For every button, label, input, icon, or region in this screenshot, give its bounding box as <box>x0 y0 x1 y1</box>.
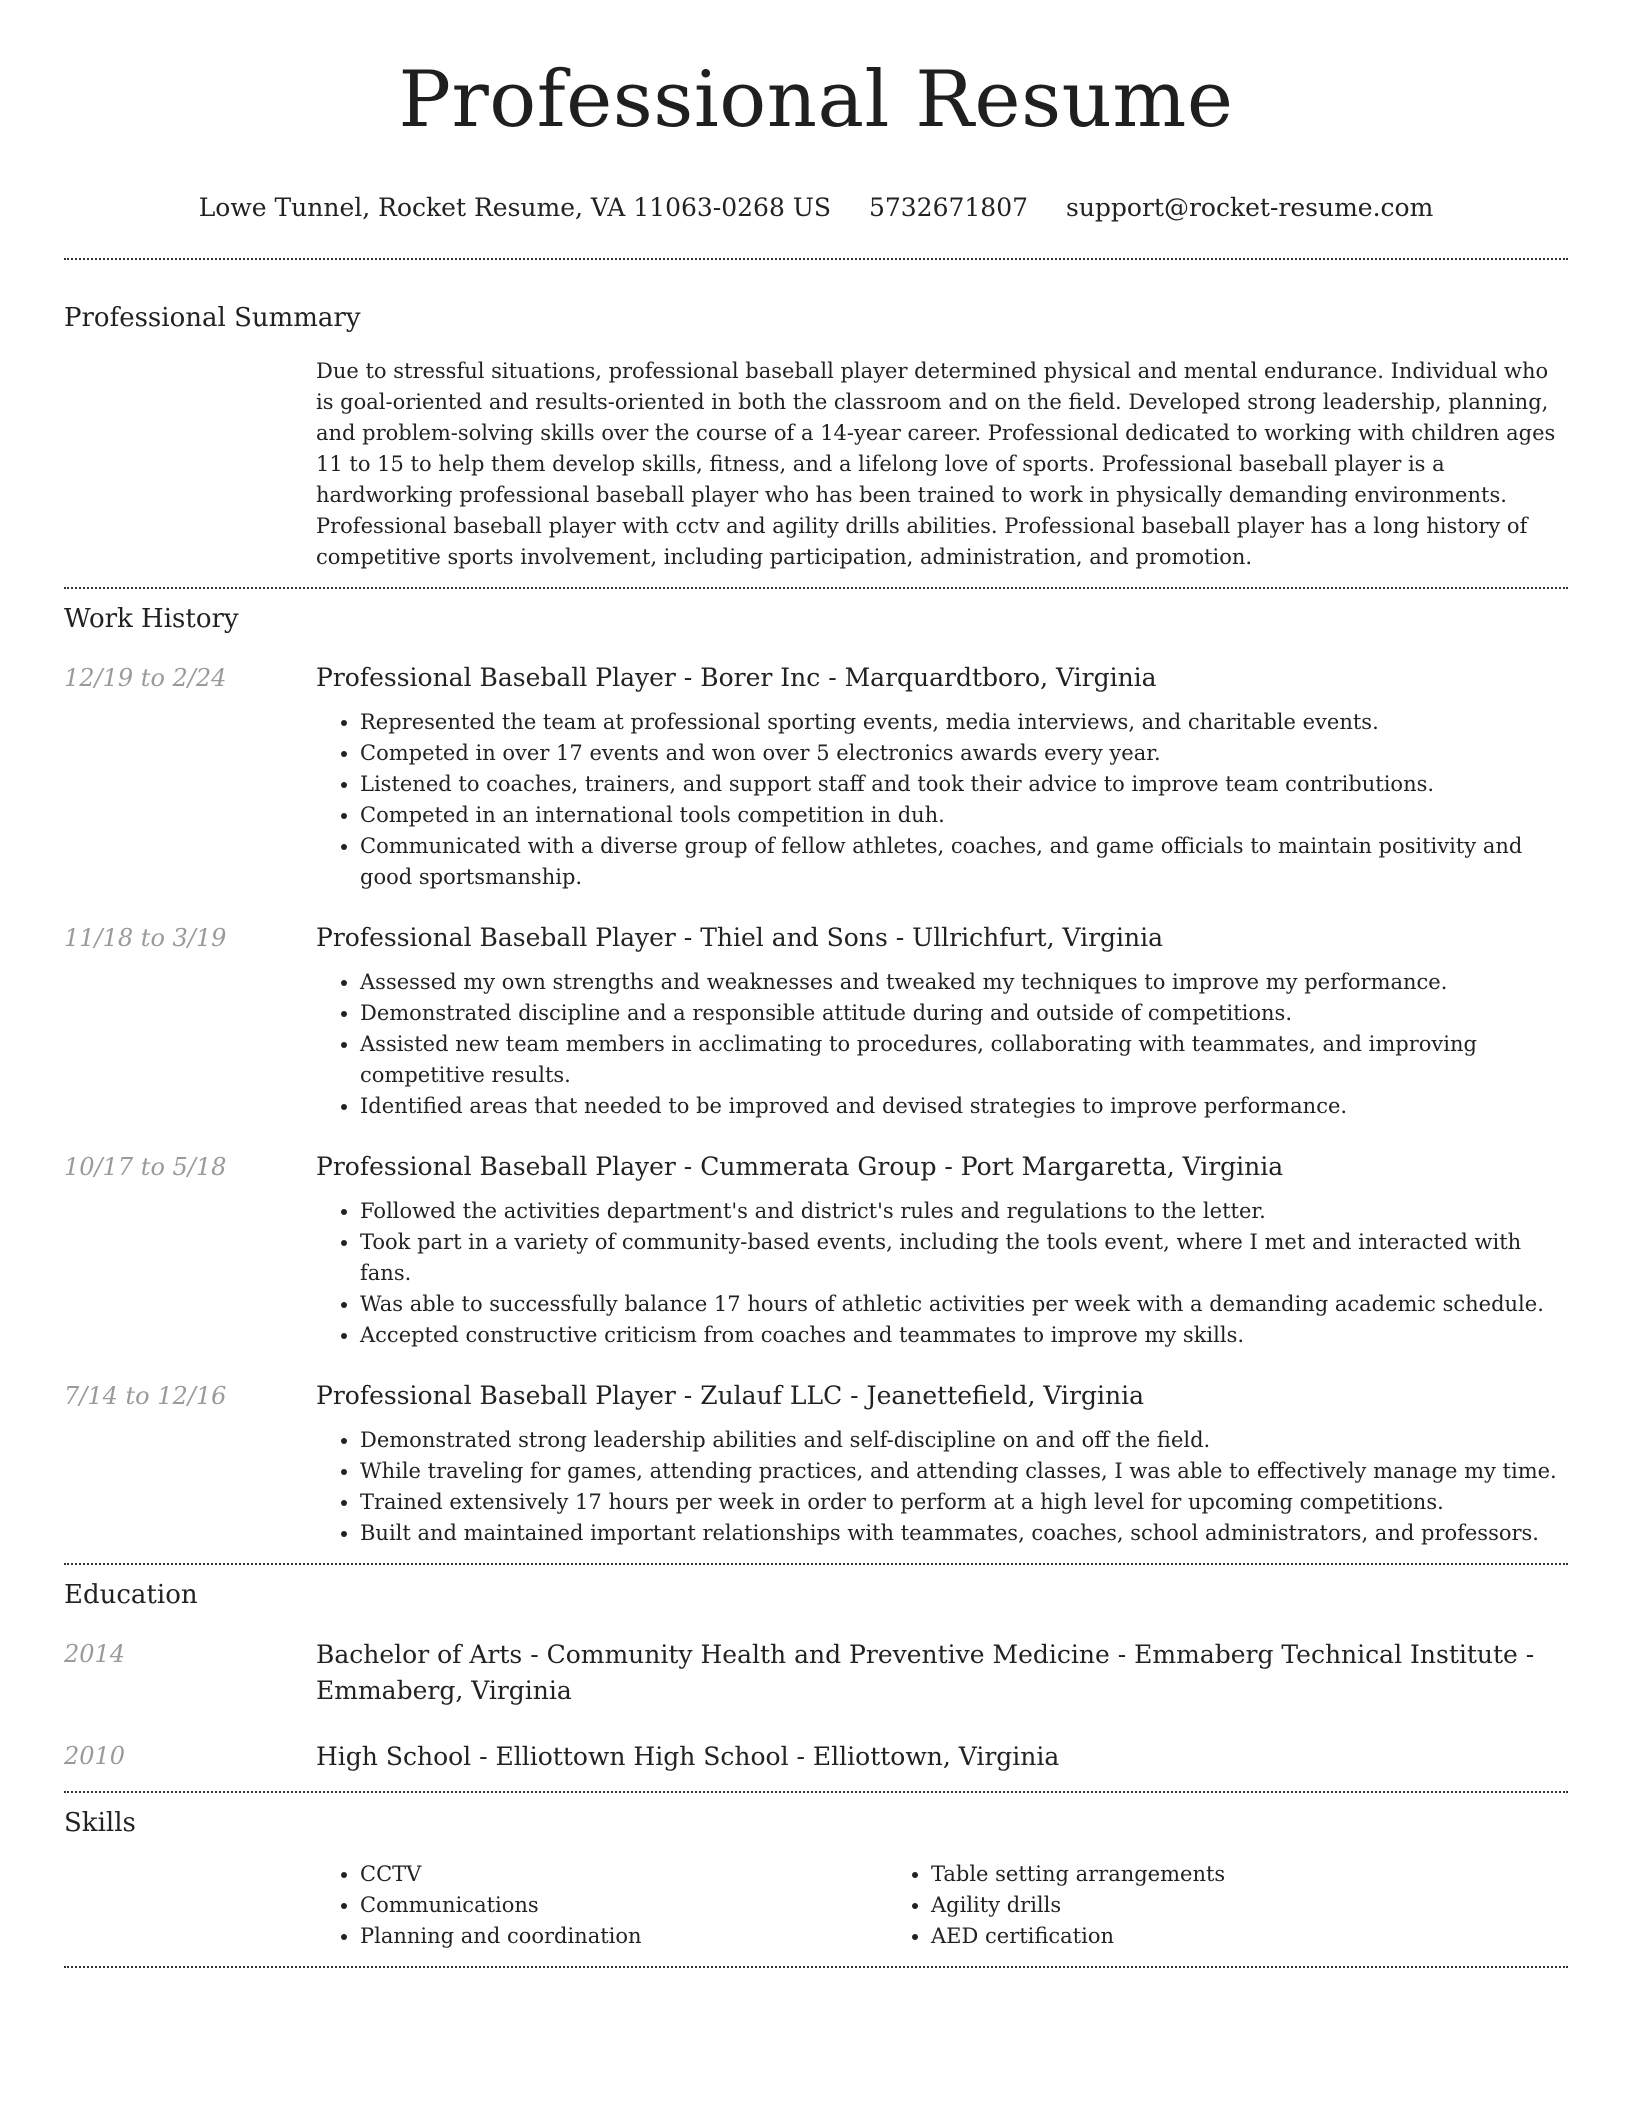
list-item: • Listened to coaches, trainers, and support staff and took their advice to improve team contributions. <box>360 769 1568 800</box>
contact-email: support@rocket-resume.com <box>1065 193 1434 222</box>
education-details: Bachelor of Arts - Community Health and Preventive Medicine - Emmaberg Technical Institute - Emmaberg, Virginia <box>316 1640 1535 1705</box>
job-heading: Professional Baseball Player - Zulauf LLC - Jeanettefield, Virginia <box>316 1381 1144 1410</box>
education-entry <box>64 1739 1568 1775</box>
divider <box>64 1563 1568 1565</box>
education-year: 2014 <box>64 1640 126 1668</box>
skills-columns <box>316 1859 1568 1952</box>
job-entry <box>64 661 1568 893</box>
summary-text: Due to stressful situations, professional baseball player determined physical and mental endurance. Individual who is goal-oriented and results-oriented in both the classroom and on the field. Developed strong leadership, planning, and problem-solving skills over the course of a 14-year career. Professional dedicated to working with children ages 11 to 15 to help them develop skills, fitness, and a lifelong love of sports. Professional baseball player is a hardworking professional baseball player who has been trained to work in physically demanding environments. Professional baseball player with cctv and agility drills abilities. Professional baseball player has a long history of competitive sports involvement, including participation, administration, and promotion. <box>316 359 1556 569</box>
list-item: • Built and maintained important relationships with teammates, coaches, school administrators, and professors. <box>360 1518 1568 1549</box>
list-item: • Assisted new team members in acclimating to procedures, collaborating with teammates, and improving competitive results. <box>360 1029 1568 1091</box>
education-details: High School - Elliottown High School - Elliottown, Virginia <box>316 1742 1060 1771</box>
contact-phone: 5732671807 <box>868 193 1029 222</box>
list-item: • Agility drills <box>931 1890 1458 1921</box>
job-heading: Professional Baseball Player - Thiel and Sons - Ullrichfurt, Virginia <box>316 923 1164 952</box>
list-item: • Communicated with a diverse group of fellow athletes, coaches, and game officials to maintain positivity and good sportsmanship. <box>360 831 1568 893</box>
summary-section-title: Professional Summary <box>64 303 361 333</box>
job-dates: 12/19 to 2/24 <box>64 664 227 692</box>
job-heading: Professional Baseball Player - Cummerata Group - Port Margaretta, Virginia <box>316 1152 1284 1181</box>
job-bullets <box>316 967 1568 1122</box>
list-item: • Competed in over 17 events and won over 5 electronics awards every year. <box>360 738 1568 769</box>
list-item: • Identified areas that needed to be improved and devised strategies to improve performance. <box>360 1091 1568 1122</box>
job-heading: Professional Baseball Player - Borer Inc - Marquardtboro, Virginia <box>316 663 1157 692</box>
list-item: • Planning and coordination <box>360 1921 887 1952</box>
list-item: • Demonstrated strong leadership abilities and self-discipline on and off the field. <box>360 1425 1568 1456</box>
list-item: • Followed the activities department's and district's rules and regulations to the letter. <box>360 1196 1568 1227</box>
skills-list-right <box>887 1859 1458 1952</box>
divider <box>64 258 1568 260</box>
list-item: • Was able to successfully balance 17 hours of athletic activities per week with a demanding academic schedule. <box>360 1289 1568 1320</box>
list-item: • Represented the team at professional sporting events, media interviews, and charitable events. <box>360 707 1568 738</box>
list-item: • Took part in a variety of community-based events, including the tools event, where I met and interacted with fans. <box>360 1227 1568 1289</box>
list-item: • Table setting arrangements <box>931 1859 1458 1890</box>
job-dates: 7/14 to 12/16 <box>64 1382 227 1410</box>
education-section-title: Education <box>64 1580 198 1610</box>
job-entry <box>64 1379 1568 1563</box>
skills-section-title: Skills <box>64 1808 136 1838</box>
divider <box>64 1791 1568 1793</box>
list-item: • Trained extensively 17 hours per week in order to perform at a high level for upcoming competitions. <box>360 1487 1568 1518</box>
list-item: • AED certification <box>931 1921 1458 1952</box>
job-bullets <box>316 707 1568 893</box>
list-item: • CCTV <box>360 1859 887 1890</box>
page-title: Professional Resume <box>398 55 1234 145</box>
job-entry <box>64 1150 1568 1351</box>
list-item: • Accepted constructive criticism from coaches and teammates to improve my skills. <box>360 1320 1568 1351</box>
list-item: • Demonstrated discipline and a responsible attitude during and outside of competitions. <box>360 998 1568 1029</box>
job-dates: 11/18 to 3/19 <box>64 924 227 952</box>
job-dates: 10/17 to 5/18 <box>64 1153 227 1181</box>
contact-line <box>64 192 1568 224</box>
list-item: • While traveling for games, attending practices, and attending classes, I was able to effectively manage my time. <box>360 1456 1568 1487</box>
education-year: 2010 <box>64 1742 126 1770</box>
skills-list-left <box>316 1859 887 1952</box>
list-item: • Competed in an international tools competition in duh. <box>360 800 1568 831</box>
divider <box>64 587 1568 589</box>
list-item: • Communications <box>360 1890 887 1921</box>
contact-address: Lowe Tunnel, Rocket Resume, VA 11063-0268 US <box>198 193 832 222</box>
work-section-title: Work History <box>64 604 239 634</box>
education-entry <box>64 1637 1568 1709</box>
skills-entry <box>64 1859 1568 1952</box>
divider <box>64 1966 1568 1968</box>
job-bullets <box>316 1425 1568 1549</box>
job-bullets <box>316 1196 1568 1351</box>
list-item: • Assessed my own strengths and weaknesses and tweaked my techniques to improve my performance. <box>360 967 1568 998</box>
job-entry <box>64 921 1568 1122</box>
